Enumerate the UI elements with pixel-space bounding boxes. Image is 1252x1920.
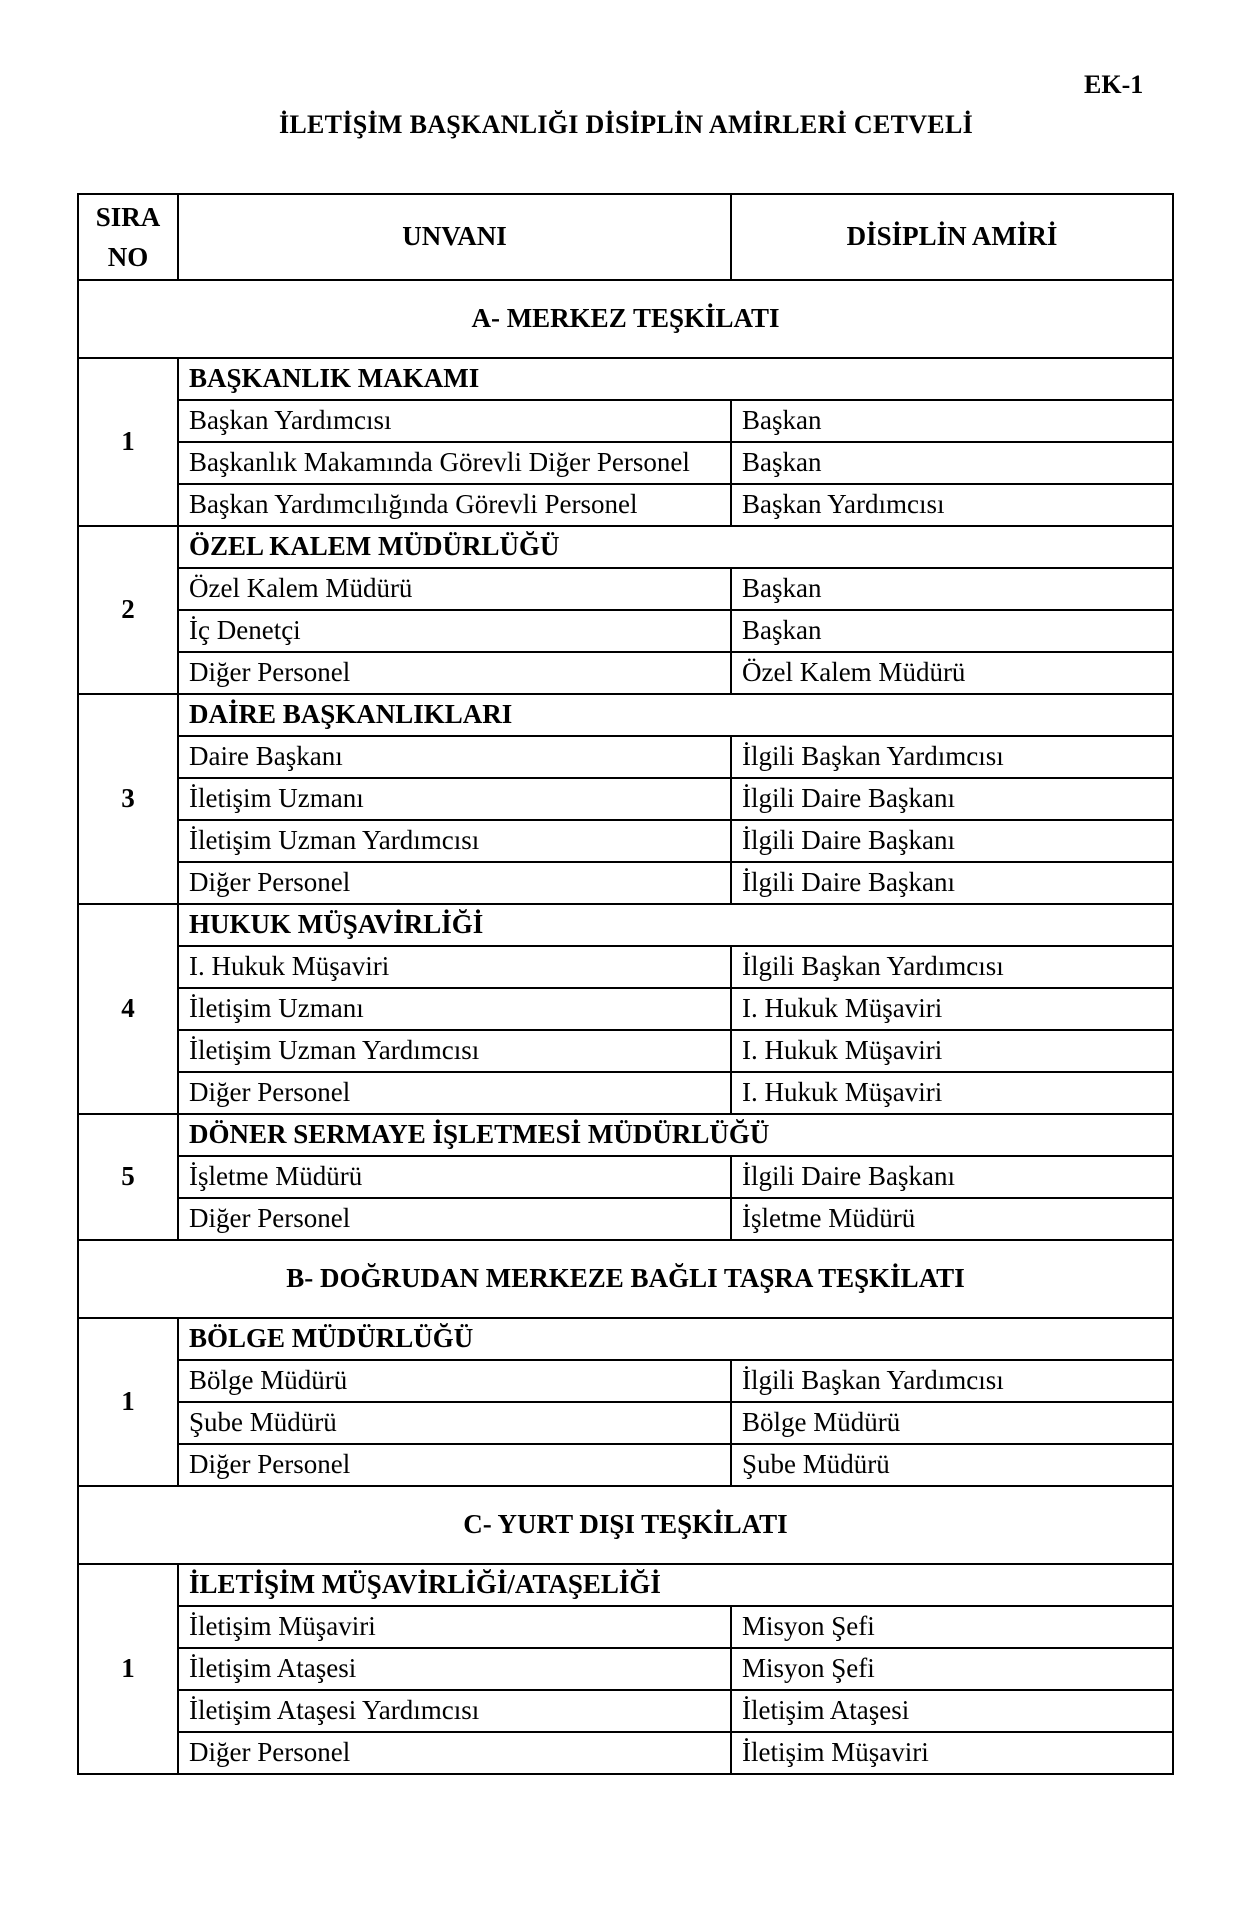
section-row [78,280,1173,358]
table-row [78,1444,1173,1486]
amir-cell: İlgili Daire Başkanı [731,820,1173,862]
amir-cell: İlgili Daire Başkanı [731,862,1173,904]
table-row [78,1732,1173,1774]
table-row [78,736,1173,778]
amir-cell: İşletme Müdürü [731,1198,1173,1240]
sira-no: 2 [78,526,178,694]
unvan-cell: Diğer Personel [178,1198,731,1240]
table-header-row [78,194,1173,280]
header-sira-no [78,194,178,280]
unvan-cell: Başkan Yardımcısı [178,400,731,442]
table-row [78,610,1173,652]
group-header-row [78,1564,1173,1606]
unvan-cell: İletişim Müşaviri [178,1606,731,1648]
amir-cell: İletişim Ataşesi [731,1690,1173,1732]
section-title: B- DOĞRUDAN MERKEZE BAĞLI TAŞRA TEŞKİLATI [78,1240,1173,1318]
annex-label: EK-1 [1084,70,1144,99]
unvan-cell: Başkanlık Makamında Görevli Diğer Personel [178,442,731,484]
table-row [78,400,1173,442]
disciplinary-table [77,193,1174,1775]
section-row [78,1486,1173,1564]
table-row [78,946,1173,988]
unvan-cell: Diğer Personel [178,862,731,904]
unvan-cell: İletişim Uzman Yardımcısı [178,820,731,862]
amir-cell: Bölge Müdürü [731,1402,1173,1444]
group-header-row [78,526,1173,568]
table-row [78,1072,1173,1114]
amir-cell: Misyon Şefi [731,1648,1173,1690]
table-row [78,484,1173,526]
amir-cell: I. Hukuk Müşaviri [731,1030,1173,1072]
table-row [78,988,1173,1030]
amir-cell: Özel Kalem Müdürü [731,652,1173,694]
unvan-cell: Diğer Personel [178,652,731,694]
unvan-cell: Diğer Personel [178,1072,731,1114]
unvan-cell: İşletme Müdürü [178,1156,731,1198]
table-row [78,1360,1173,1402]
table-row [78,1156,1173,1198]
sira-no: 1 [78,1564,178,1774]
section-row [78,1240,1173,1318]
amir-cell: İlgili Başkan Yardımcısı [731,1360,1173,1402]
table-row [78,862,1173,904]
amir-cell: Başkan [731,568,1173,610]
unvan-cell: Şube Müdürü [178,1402,731,1444]
section-title: C- YURT DIŞI TEŞKİLATI [78,1486,1173,1564]
group-header-row [78,1318,1173,1360]
unvan-cell: İletişim Uzman Yardımcısı [178,1030,731,1072]
group-header-row [78,694,1173,736]
unvan-cell: Daire Başkanı [178,736,731,778]
group-name: İLETİŞİM MÜŞAVİRLİĞİ/ATAŞELİĞİ [178,1564,1173,1606]
table-row [78,1402,1173,1444]
amir-cell: İlgili Başkan Yardımcısı [731,736,1173,778]
unvan-cell: İletişim Ataşesi [178,1648,731,1690]
group-name: DAİRE BAŞKANLIKLARI [178,694,1173,736]
amir-cell: Başkan [731,442,1173,484]
amir-cell: İletişim Müşaviri [731,1732,1173,1774]
page-title: İLETİŞİM BAŞKANLIĞI DİSİPLİN AMİRLERİ CETVELİ [278,110,974,139]
group-header-row [78,904,1173,946]
table-row [78,568,1173,610]
table-row [78,1648,1173,1690]
table-row [78,652,1173,694]
sira-no: 1 [78,358,178,526]
unvan-cell: I. Hukuk Müşaviri [178,946,731,988]
unvan-cell: Başkan Yardımcılığında Görevli Personel [178,484,731,526]
group-header-row [78,358,1173,400]
group-name: DÖNER SERMAYE İŞLETMESİ MÜDÜRLÜĞÜ [178,1114,1173,1156]
unvan-cell: İletişim Ataşesi Yardımcısı [178,1690,731,1732]
header-disiplin-amiri: DİSİPLİN AMİRİ [731,194,1173,280]
table-row [78,1690,1173,1732]
table-body [78,194,1173,1774]
unvan-cell: Özel Kalem Müdürü [178,568,731,610]
unvan-cell: Diğer Personel [178,1732,731,1774]
sira-no: 5 [78,1114,178,1240]
amir-cell: İlgili Daire Başkanı [731,778,1173,820]
sira-no: 1 [78,1318,178,1486]
section-title: A- MERKEZ TEŞKİLATI [78,280,1173,358]
sira-no: 3 [78,694,178,904]
amir-cell: Başkan [731,400,1173,442]
amir-cell: Başkan Yardımcısı [731,484,1173,526]
group-name: HUKUK MÜŞAVİRLİĞİ [178,904,1173,946]
sira-no: 4 [78,904,178,1114]
amir-cell: İlgili Daire Başkanı [731,1156,1173,1198]
unvan-cell: İç Denetçi [178,610,731,652]
unvan-cell: Bölge Müdürü [178,1360,731,1402]
unvan-cell: İletişim Uzmanı [178,778,731,820]
amir-cell: I. Hukuk Müşaviri [731,988,1173,1030]
amir-cell: Şube Müdürü [731,1444,1173,1486]
table-row [78,778,1173,820]
amir-cell: Misyon Şefi [731,1606,1173,1648]
unvan-cell: İletişim Uzmanı [178,988,731,1030]
header-unvani: UNVANI [178,194,731,280]
table-row [78,1198,1173,1240]
group-header-row [78,1114,1173,1156]
header-no: NO [107,242,149,272]
group-name: BAŞKANLIK MAKAMI [178,358,1173,400]
group-name: BÖLGE MÜDÜRLÜĞÜ [178,1318,1173,1360]
amir-cell: I. Hukuk Müşaviri [731,1072,1173,1114]
group-name: ÖZEL KALEM MÜDÜRLÜĞÜ [178,526,1173,568]
header-sira: SIRA [95,202,161,232]
unvan-cell: Diğer Personel [178,1444,731,1486]
table-row [78,1030,1173,1072]
table-row [78,1606,1173,1648]
table-row [78,442,1173,484]
table-row [78,820,1173,862]
amir-cell: Başkan [731,610,1173,652]
amir-cell: İlgili Başkan Yardımcısı [731,946,1173,988]
